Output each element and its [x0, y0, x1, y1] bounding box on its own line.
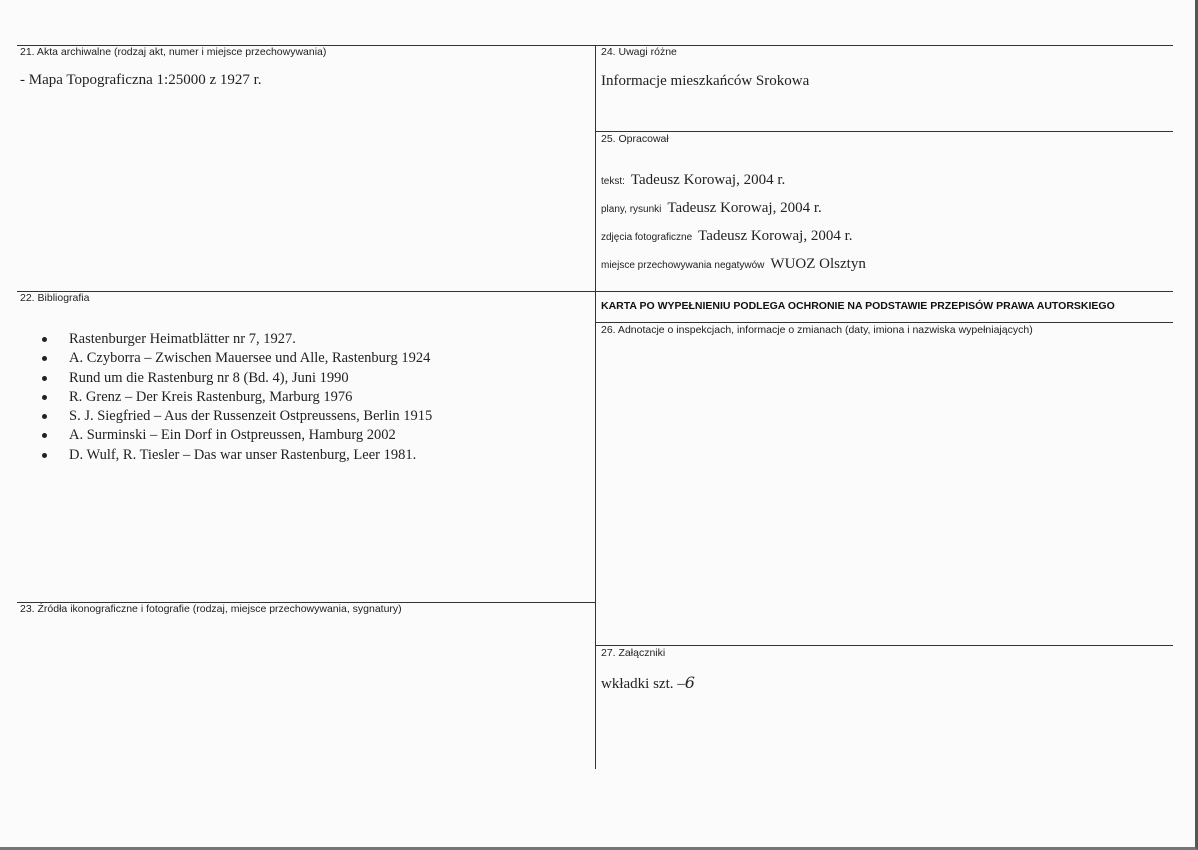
row-value: Tadeusz Korowaj, 2004 r.: [667, 200, 822, 216]
row-value: Tadeusz Korowaj, 2004 r.: [698, 228, 853, 244]
section-26-label: 26. Adnotacje o inspekcjach, informacje o zmianach (daty, imiona i nazwiska wypełniających): [601, 324, 1033, 336]
section-21-label: 21. Akta archiwalne (rodzaj akt, numer i miejsce przechowywania): [20, 46, 327, 58]
divider-21-22: [17, 291, 595, 292]
section-25-row-plans: [601, 200, 822, 217]
row-label: zdjęcia fotograficzne: [601, 232, 693, 243]
divider-24-25: [595, 131, 1173, 132]
attachments-count: 6: [684, 673, 695, 692]
section-25-label: 25. Opracował: [601, 133, 669, 145]
bullet-icon: [42, 376, 47, 381]
section-27-label: 27. Załączniki: [601, 647, 666, 659]
section-25-row-photos: [601, 228, 853, 245]
bibliography-item-text: S. J. Siegfried – Aus der Russenzeit Ostpreussens, Berlin 1915: [69, 408, 433, 425]
section-23-label: 23. Źródła ikonograficzne i fotografie (rodzaj, miejsce przechowywania, sygnatury): [20, 603, 402, 615]
section-24-label: 24. Uwagi różne: [601, 46, 677, 58]
bullet-icon: [42, 356, 47, 361]
section-24-content: Informacje mieszkańców Srokowa: [601, 73, 810, 89]
section-21-content: - Mapa Topograficzna 1:25000 z 1927 r.: [20, 72, 262, 88]
bibliography-item-text: A. Surminski – Ein Dorf in Ostpreussen, Hamburg 2002: [69, 427, 396, 444]
row-label: tekst:: [601, 176, 625, 187]
bibliography-item: [40, 388, 432, 407]
center-divider: [595, 45, 596, 769]
section-27-content: [601, 673, 695, 693]
divider-26-27: [595, 645, 1173, 646]
bibliography-list: [40, 330, 432, 465]
row-label: miejsce przechowywania negatywów: [601, 260, 765, 271]
bibliography-item: [40, 407, 432, 426]
bibliography-item-text: D. Wulf, R. Tiesler – Das war unser Rastenburg, Leer 1981.: [69, 446, 417, 463]
bullet-icon: [42, 337, 47, 342]
bibliography-item: [40, 446, 432, 465]
section-22-label: 22. Bibliografia: [20, 292, 90, 304]
bullet-icon: [42, 395, 47, 400]
copyright-note: KARTA PO WYPEŁNIENIU PODLEGA OCHRONIE NA PODSTAWIE PRZEPISÓW PRAWA AUTORSKIEGO: [601, 300, 1115, 312]
row-value: Tadeusz Korowaj, 2004 r.: [630, 172, 786, 188]
bibliography-item: [40, 369, 432, 388]
divider-25-note: [595, 291, 1173, 292]
bibliography-item-text: Rastenburger Heimatblätter nr 7, 1927.: [69, 331, 296, 347]
attachments-text: wkładki szt. –: [601, 676, 685, 692]
section-25-row-negatives: [601, 256, 866, 273]
row-label: plany, rysunki: [601, 204, 662, 215]
row-value: WUOZ Olsztyn: [770, 256, 866, 272]
bullet-icon: [42, 453, 47, 458]
bibliography-item-text: Rund um die Rastenburg nr 8 (Bd. 4), Juni 1990: [69, 369, 349, 386]
bullet-icon: [42, 433, 47, 438]
section-25-row-text: [601, 172, 785, 189]
bibliography-item: [40, 426, 432, 445]
bullet-icon: [42, 414, 47, 419]
bibliography-item: [40, 330, 432, 349]
bibliography-item-text: A. Czyborra – Zwischen Mauersee und Alle, Rastenburg 1924: [69, 350, 431, 367]
divider-note-26: [595, 322, 1173, 323]
bibliography-item-text: R. Grenz – Der Kreis Rastenburg, Marburg 1976: [69, 388, 353, 405]
bibliography-item: [40, 349, 432, 368]
